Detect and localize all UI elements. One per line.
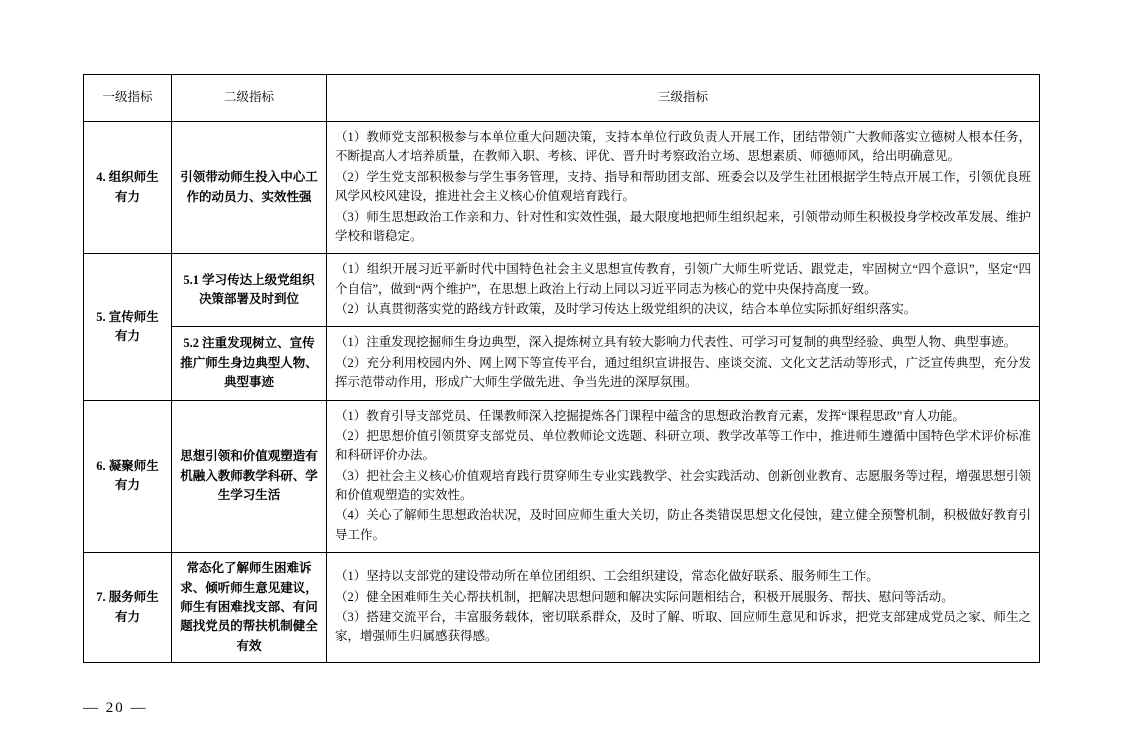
level2-cell: 5.1 学习传达上级党组织决策部署及时到位: [172, 254, 327, 327]
level3-item: （3）搭建交流平台，丰富服务载体，密切联系群众，及时了解、听取、回应师生意见和诉求，把党支部建成党员之家、师生之家，增强师生归属感获得感。: [335, 610, 1031, 644]
level3-cell: [327, 327, 1040, 400]
level3-item: （3）把社会主义核心价值观培育践行贯穿师生专业实践教学、社会实践活动、创新创业教育、志愿服务等过程，增强思想引领和价值观塑造的实效性。: [335, 468, 1031, 502]
table-body: [84, 122, 1040, 663]
level3-item: （1）教师党支部积极参与本单位重大问题决策，支持本单位行政负责人开展工作，团结带领广大教师落实立德树人根本任务，不断提高人才培养质量，在教师入职、考核、评优、晋升时考察政治立场、思想素质、师德师风，给出明确意见。: [335, 130, 1031, 164]
level1-cell: 5. 宣传师生有力: [84, 254, 172, 400]
level3-item: （1）教育引导支部党员、任课教师深入挖掘提炼各门课程中蕴含的思想政治教育元素，发挥“课程思政”育人功能。: [335, 408, 965, 423]
page-number: — 20 —: [83, 700, 148, 716]
level2-cell: 思想引领和价值观塑造有机融入教师教学科研、学生学习生活: [172, 400, 327, 553]
table-row: [84, 122, 1040, 254]
column-header-level1: 一级指标: [84, 75, 172, 122]
page-footer: [83, 700, 1039, 717]
level3-item: （1）组织开展习近平新时代中国特色社会主义思想宣传教育，引领广大师生听党话、跟党走，牢固树立“四个意识”，坚定“四个自信”，做到“两个维护”，在思想上政治上行动上同以习近平同志为核心的党中央保持高度一致。: [335, 262, 1031, 296]
level3-item: （3）师生思想政治工作亲和力、针对性和实效性强，最大限度地把师生组织起来，引领带动师生积极投身学校改革发展、维护学校和谐稳定。: [335, 209, 1031, 243]
level3-cell: [327, 254, 1040, 327]
table-row: [84, 254, 1040, 327]
column-header-level2: 二级指标: [172, 75, 327, 122]
level3-item: （2）学生党支部积极参与学生事务管理，支持、指导和帮助团支部、班委会以及学生社团根据学生特点开展工作，引领优良班风学风校风建设，推进社会主义核心价值观培育践行。: [335, 169, 1031, 204]
level2-cell: 5.2 注重发现树立、宣传推广师生身边典型人物、典型事迹: [172, 327, 327, 400]
level3-cell: [327, 553, 1040, 663]
level3-cell: [327, 122, 1040, 254]
level3-item: （1）注重发现挖掘师生身边典型，深入提炼树立具有较大影响力代表性、可学习可复制的典型经验、典型人物、典型事迹。: [335, 335, 1017, 350]
level3-item: （4）关心了解师生思想政治状况，及时回应师生重大关切，防止各类错误思想文化侵蚀，建立健全预警机制，积极做好教育引导工作。: [335, 508, 1031, 542]
table-row: [84, 400, 1040, 553]
table-header: [84, 75, 1040, 122]
column-header-level3: 三级指标: [327, 75, 1040, 122]
level3-item: （2）健全困难师生关心帮扶机制，把解决思想问题和解决实际问题相结合，积极开展服务、帮扶、慰问等活动。: [335, 589, 954, 604]
level2-cell: 引领带动师生投入中心工作的动员力、实效性强: [172, 122, 327, 254]
level3-item: （2）认真贯彻落实党的路线方针政策，及时学习传达上级党组织的决议，结合本单位实际抓好组织落实。: [335, 302, 917, 316]
table-row: [84, 327, 1040, 400]
level1-cell: 6. 凝聚师生有力: [84, 400, 172, 553]
level3-item: （2）充分利用校园内外、网上网下等宣传平台，通过组织宣讲报告、座谈交流、文化文艺活动等形式，广泛宣传典型，充分发挥示范带动作用，形成广大师生学做先进、争当先进的深厚氛围。: [335, 355, 1031, 390]
table-row: [84, 553, 1040, 663]
level3-item: （2）把思想价值引领贯穿支部党员、单位教师论文选题、科研立项、教学改革等工作中，推进师生遵循中国特色学术评价标准和科研评价办法。: [335, 428, 1031, 463]
level2-cell: 常态化了解师生困难诉求、倾听师生意见建议，师生有困难找支部、有问题找党员的帮扶机制健全有效: [172, 553, 327, 663]
level3-cell: [327, 400, 1040, 553]
level1-cell: 7. 服务师生有力: [84, 553, 172, 663]
level1-cell: 4. 组织师生有力: [84, 122, 172, 254]
indicator-table: [83, 74, 1040, 663]
table-header-row: [84, 75, 1040, 122]
level3-item: （1）坚持以支部党的建设带动所在单位团组织、工会组织建设，常态化做好联系、服务师生工作。: [335, 569, 879, 584]
